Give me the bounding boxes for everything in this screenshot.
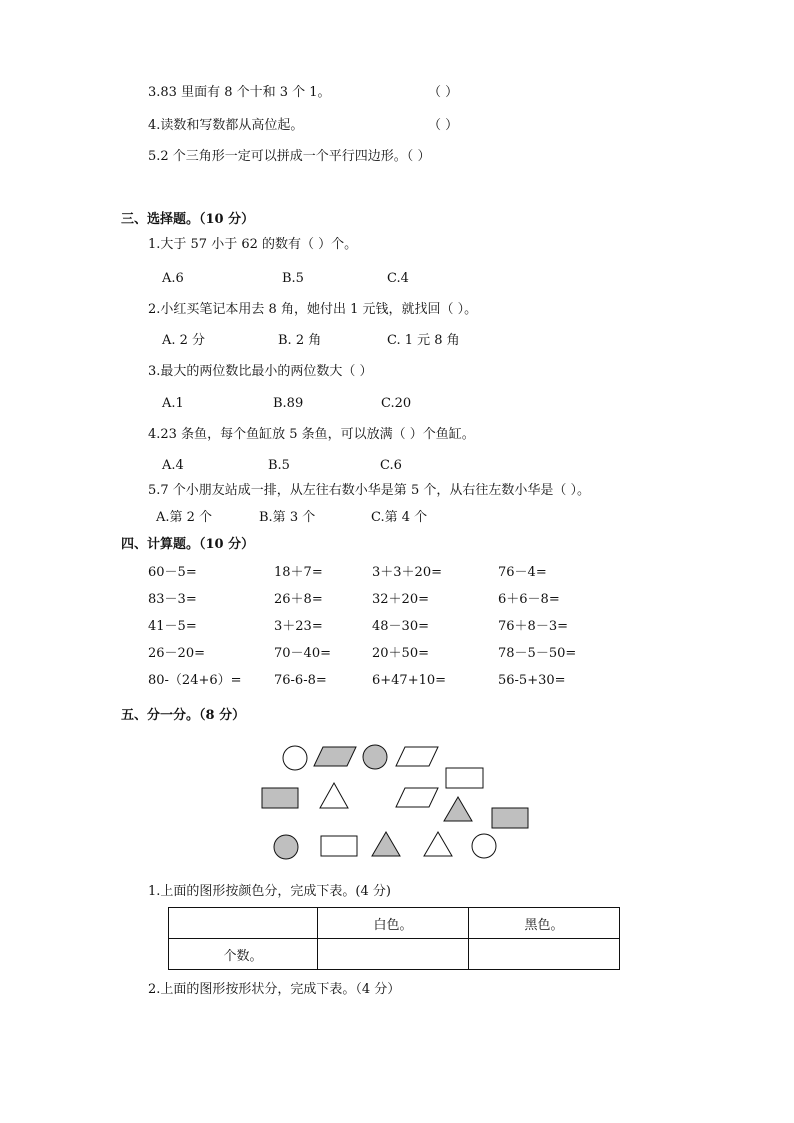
table-answer-cell[interactable] [318,939,469,970]
choice-option: A. 2 分 [162,333,206,348]
calc-item: 56-5+30= [498,673,566,688]
choice-option: C.20 [381,396,412,411]
calc-item: 26－20= [148,646,205,661]
white-rectangle [321,836,357,856]
choice-question-4: 4.23 条鱼，每个鱼缸放 5 条鱼，可以放满（ ）个鱼缸。 [148,427,475,442]
gray-triangle [444,797,472,821]
choice-option: B.5 [282,271,304,286]
calc-item: 6＋6－8= [498,592,560,607]
choice-option: C.6 [380,458,402,473]
color-count-table [168,907,620,970]
gray-circle [363,745,387,769]
calc-item: 80-（24+6）= [148,673,242,688]
calc-item: 76＋8－3= [498,619,568,634]
judgment-paren-4: （ ） [428,118,459,133]
judgment-item-5: 5.2 个三角形一定可以拼成一个平行四边形。（ ） [148,149,431,164]
gray-triangle [372,832,400,856]
choice-option: A.1 [162,396,184,411]
choice-question-5: 5.7 个小朋友站成一排，从左往右数小华是第 5 个，从右往左数小华是（ ）。 [148,483,590,498]
calc-item: 83－3= [148,592,197,607]
choice-question-3: 3.最大的两位数比最小的两位数大（ ） [148,364,373,379]
judgment-item-3: 3.83 里面有 8 个十和 3 个 1。 [148,85,331,100]
calc-item: 6+47+10= [372,673,447,688]
choice-question-1: 1.大于 57 小于 62 的数有（ ）个。 [148,237,358,252]
table-header-cell: 黑色。 [469,908,620,939]
calc-item: 76－4= [498,565,547,580]
choice-option: B. 2 角 [278,333,322,348]
calc-item: 26＋8= [274,592,323,607]
choice-option: C. 1 元 8 角 [387,333,460,348]
table-answer-cell[interactable] [469,939,620,970]
calc-item: 78－5－50= [498,646,577,661]
calc-item: 70－40= [274,646,331,661]
calc-item: 3＋3＋20= [372,565,442,580]
choice-question-2: 2.小红买笔记本用去 8 角，她付出 1 元钱，就找回（ ）。 [148,302,478,317]
white-triangle [320,783,348,808]
white-rectangle [446,768,483,788]
section5-question-2: 2.上面的图形按形状分，完成下表。（4 分） [148,982,401,997]
calc-item: 18＋7= [274,565,323,580]
gray-parallelogram [314,747,356,766]
section5-title: 五、分一分。（8 分） [121,708,246,723]
calc-item: 3＋23= [274,619,323,634]
white-parallelogram [396,788,438,807]
table-header-cell: 白色。 [318,908,469,939]
calc-item: 32＋20= [372,592,429,607]
choice-option: B.89 [273,396,304,411]
gray-rectangle [262,788,298,808]
section4-title: 四、计算题。（10 分） [121,537,255,552]
choice-option: A.第 2 个 [156,510,213,525]
calc-item: 20＋50= [372,646,429,661]
calc-item: 76-6-8= [274,673,327,688]
choice-option: B.5 [268,458,290,473]
white-circle [472,834,496,858]
gray-circle [274,835,298,859]
choice-option: A.4 [162,458,184,473]
calc-item: 41－5= [148,619,197,634]
judgment-paren-3: （ ） [428,85,459,100]
calc-item: 48－30= [372,619,429,634]
choice-option: C.4 [387,271,409,286]
section3-title: 三、选择题。（10 分） [121,212,255,227]
table-row-label: 个数。 [169,939,318,970]
choice-option: A.6 [162,271,184,286]
choice-option: B.第 3 个 [259,510,316,525]
white-parallelogram [396,747,438,766]
section5-question-1: 1.上面的图形按颜色分，完成下表。(4 分) [148,884,391,899]
white-circle [283,746,307,770]
white-triangle [424,832,452,856]
table-header-cell [169,908,318,939]
gray-rectangle [492,808,528,828]
choice-option: C.第 4 个 [371,510,428,525]
judgment-item-4: 4.读数和写数都从高位起。 [148,118,304,133]
calc-item: 60－5= [148,565,197,580]
